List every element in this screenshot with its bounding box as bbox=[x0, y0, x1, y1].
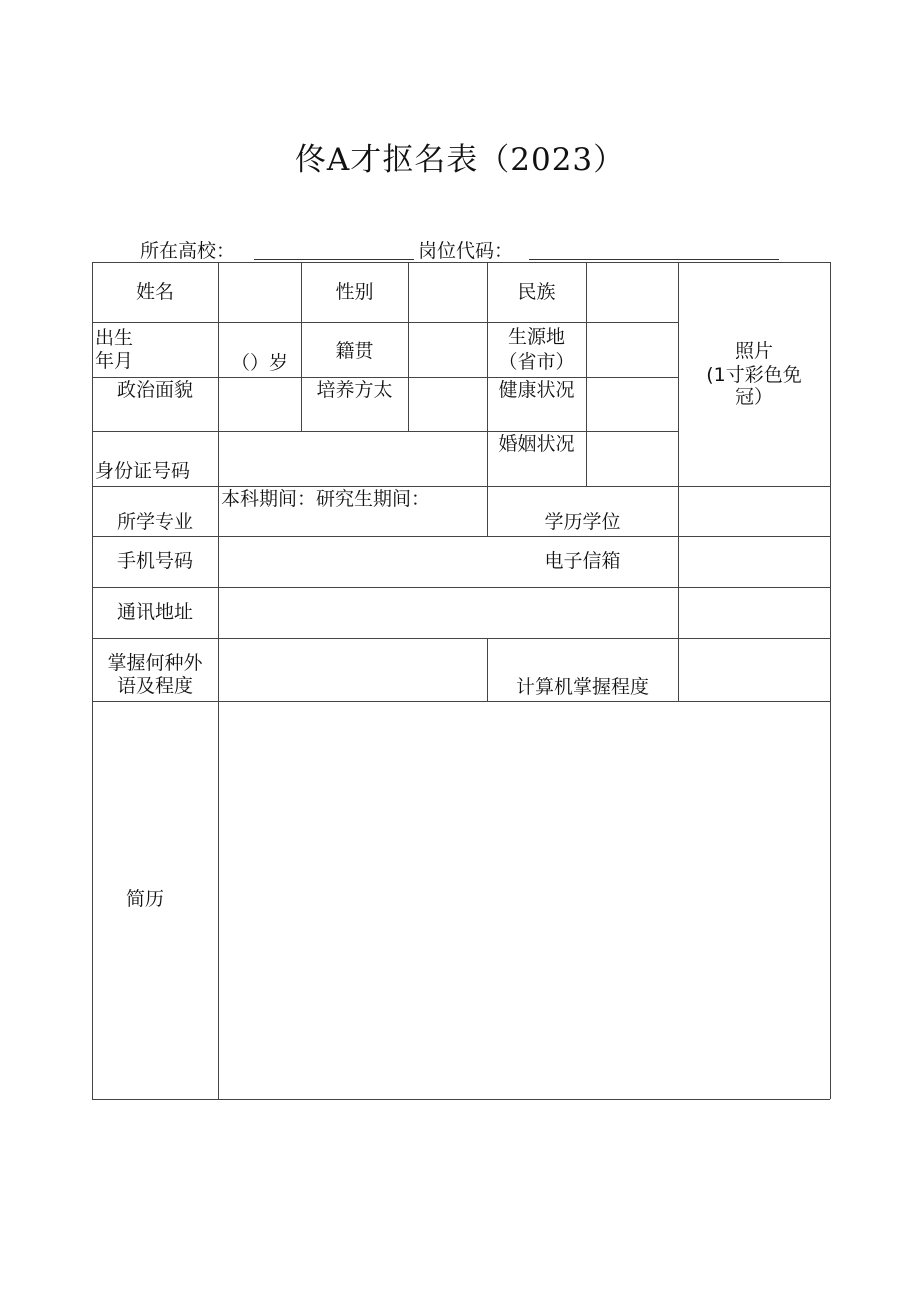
row-divider bbox=[92, 701, 830, 702]
language-label-line1: 掌握何种外 bbox=[107, 652, 203, 674]
health-label: 健康状况 bbox=[498, 379, 575, 401]
photo-label-line2: (1寸彩色免 bbox=[706, 364, 802, 386]
ethnicity-label: 民族 bbox=[517, 281, 556, 303]
study-periods-label: 本科期间：研究生期间： bbox=[221, 488, 431, 510]
row-divider bbox=[92, 486, 830, 487]
row-divider bbox=[92, 431, 678, 432]
table-border-bottom bbox=[92, 1099, 830, 1100]
column-divider bbox=[408, 262, 409, 431]
computer-skill-label: 计算机掌握程度 bbox=[515, 676, 649, 698]
major-label: 所学专业 bbox=[116, 511, 193, 533]
row-divider bbox=[92, 536, 830, 537]
row-divider bbox=[92, 322, 678, 323]
birth-label-line2: 年月 bbox=[95, 350, 134, 372]
origin-label-line1: 生源地 bbox=[507, 326, 565, 348]
origin-label-line2: （省市） bbox=[498, 351, 575, 373]
political-status-label: 政治面貌 bbox=[116, 379, 193, 401]
post-code-label: 岗位代码： bbox=[418, 240, 514, 262]
row-divider bbox=[92, 377, 678, 378]
column-divider bbox=[586, 262, 587, 486]
birth-label-line1: 出生 bbox=[95, 327, 134, 349]
id-number-label: 身份证号码 bbox=[95, 460, 191, 482]
row-divider bbox=[92, 587, 830, 588]
column-divider bbox=[218, 262, 219, 1099]
gender-label: 性别 bbox=[335, 281, 374, 303]
photo-label-line1: 照片 bbox=[734, 340, 773, 362]
age-field: （）岁 bbox=[230, 352, 288, 374]
training-mode-label: 培养方太 bbox=[316, 379, 393, 401]
address-label: 通讯地址 bbox=[116, 601, 193, 623]
language-label-line2: 语及程度 bbox=[116, 675, 193, 697]
email-label: 电子信箱 bbox=[544, 550, 621, 572]
row-divider bbox=[92, 638, 830, 639]
page-title: 佟A才抠名表（2023） bbox=[294, 142, 626, 178]
name-label: 姓名 bbox=[135, 281, 174, 303]
phone-label: 手机号码 bbox=[116, 550, 193, 572]
table-border-top bbox=[92, 262, 830, 263]
column-divider bbox=[678, 262, 679, 701]
school-label: 所在高校： bbox=[140, 240, 236, 262]
native-place-label: 籍贯 bbox=[335, 340, 374, 362]
photo-label-line3: 冠） bbox=[734, 386, 773, 408]
marital-label: 婚姻状况 bbox=[498, 433, 575, 455]
degree-label: 学历学位 bbox=[544, 511, 621, 533]
resume-label: 简历 bbox=[125, 888, 164, 910]
table-border-right bbox=[830, 262, 831, 1099]
